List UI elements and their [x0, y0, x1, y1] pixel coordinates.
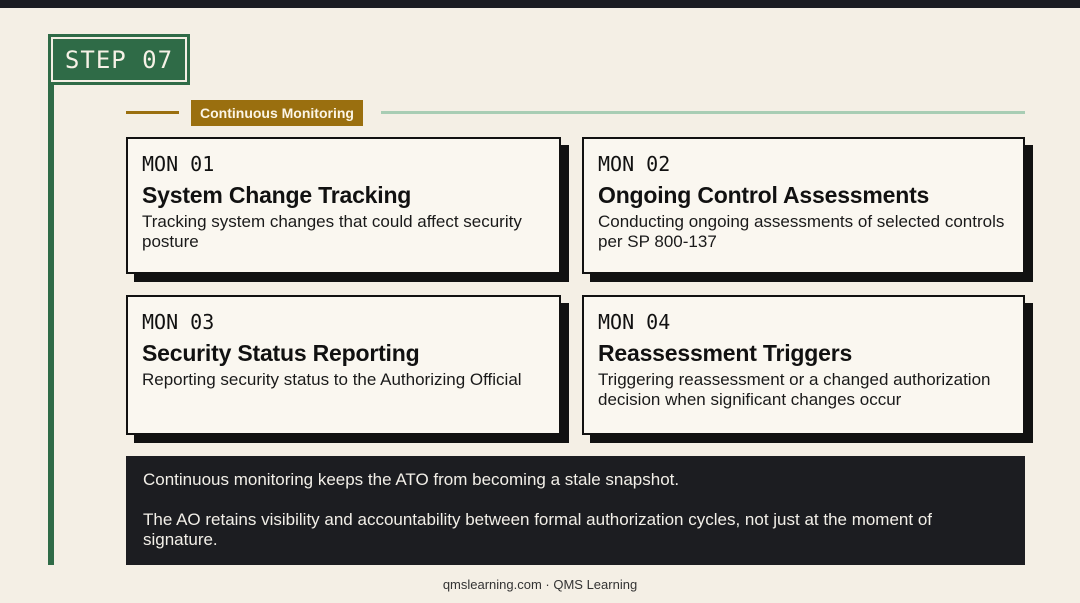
summary-line-2: The AO retains visibility and accountability between formal authorization cycles, not just at the moment of signature.: [143, 510, 933, 549]
card-title: Reassessment Triggers: [598, 340, 853, 366]
section-divider-left: [126, 111, 179, 114]
card-mon-04: [582, 295, 1025, 435]
card-description: Conducting ongoing assessments of selected controls per SP 800-137: [598, 212, 1005, 251]
card-title: System Change Tracking: [142, 182, 412, 208]
top-bar: [0, 0, 1080, 8]
card-code: MON 01: [142, 152, 215, 176]
card-mon-03: [126, 295, 561, 435]
card-title: Security Status Reporting: [142, 340, 420, 366]
step-badge: STEP 07: [48, 34, 190, 85]
footer-credit: qmslearning.com · QMS Learning: [442, 577, 638, 592]
card-code: MON 03: [142, 310, 215, 334]
card-mon-01: [126, 137, 561, 274]
card-title: Ongoing Control Assessments: [598, 182, 930, 208]
card-code: MON 02: [598, 152, 671, 176]
card-description: Reporting security status to the Authorizing Official: [142, 370, 522, 389]
step-rail: [48, 36, 54, 565]
card-mon-02: [582, 137, 1025, 274]
summary-line-1: Continuous monitoring keeps the ATO from becoming a stale snapshot.: [143, 470, 680, 489]
section-tag: Continuous Monitoring: [191, 100, 363, 126]
section-divider-right: [381, 111, 1025, 114]
summary-panel: [126, 456, 1025, 565]
card-code: MON 04: [598, 310, 671, 334]
card-description: Tracking system changes that could affect security posture: [142, 212, 522, 251]
card-description: Triggering reassessment or a changed authorization decision when significant changes occur: [598, 370, 991, 409]
